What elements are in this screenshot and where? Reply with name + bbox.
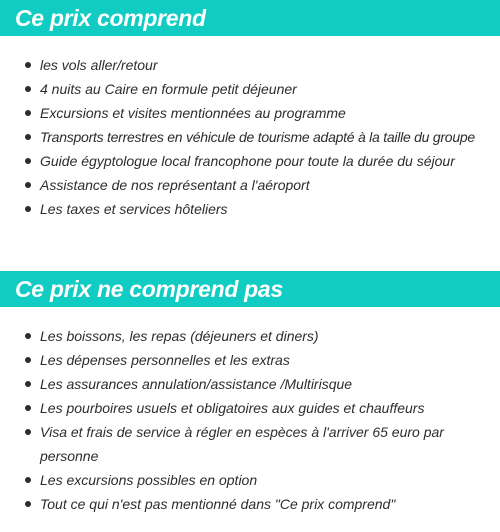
list-item-text: Les taxes et services hôteliers	[40, 201, 228, 217]
list-item-text: Excursions et visites mentionnées au programme	[40, 105, 346, 121]
bullet-icon	[25, 501, 31, 507]
bullet-icon	[25, 333, 31, 339]
list-item-text: Les pourboires usuels et obligatoires aux guides et chauffeurs	[40, 400, 425, 416]
list-item	[0, 468, 500, 492]
bullet-icon	[25, 405, 31, 411]
bullet-icon	[25, 206, 31, 212]
bullet-icon	[25, 86, 31, 92]
list-item	[0, 125, 500, 149]
list-item-text: Assistance de nos représentant a l'aéroport	[40, 177, 310, 193]
list-item-text: Les excursions possibles en option	[40, 472, 258, 488]
list-item-text: Visa et frais de service à régler en espèces à l'arriver 65 euro par personne	[40, 424, 444, 464]
bullet-icon	[25, 110, 31, 116]
includes-heading: Ce prix comprend	[0, 0, 500, 36]
bullet-icon	[25, 429, 31, 435]
list-item-text: les vols aller/retour	[40, 57, 158, 73]
list-item	[0, 197, 500, 221]
excludes-heading: Ce prix ne comprend pas	[0, 271, 500, 307]
excludes-list	[0, 324, 500, 516]
list-item-text: Transports terrestres en véhicule de tourisme adapté à la taille du groupe	[40, 129, 475, 145]
bullet-icon	[25, 182, 31, 188]
list-item-text: Les assurances annulation/assistance /Multirisque	[40, 376, 353, 392]
list-item	[0, 149, 500, 173]
list-item	[0, 77, 500, 101]
list-item	[0, 173, 500, 197]
list-item	[0, 348, 500, 372]
list-item	[0, 324, 500, 348]
list-item	[0, 53, 500, 77]
list-item-text: Tout ce qui n'est pas mentionné dans "Ce prix comprend"	[40, 496, 396, 512]
bullet-icon	[25, 158, 31, 164]
list-item-text: 4 nuits au Caire en formule petit déjeuner	[40, 81, 297, 97]
list-item	[0, 492, 500, 516]
bullet-icon	[25, 357, 31, 363]
list-item	[0, 372, 500, 396]
bullet-icon	[25, 381, 31, 387]
list-item	[0, 101, 500, 125]
includes-list	[0, 53, 500, 221]
bullet-icon	[25, 134, 31, 140]
list-item-text: Les dépenses personnelles et les extras	[40, 352, 290, 368]
bullet-icon	[25, 62, 31, 68]
list-item-text: Les boissons, les repas (déjeuners et diners)	[40, 328, 319, 344]
list-item-text: Guide égyptologue local francophone pour toute la durée du séjour	[40, 153, 455, 169]
list-item	[0, 396, 500, 420]
bullet-icon	[25, 477, 31, 483]
list-item	[0, 420, 500, 468]
